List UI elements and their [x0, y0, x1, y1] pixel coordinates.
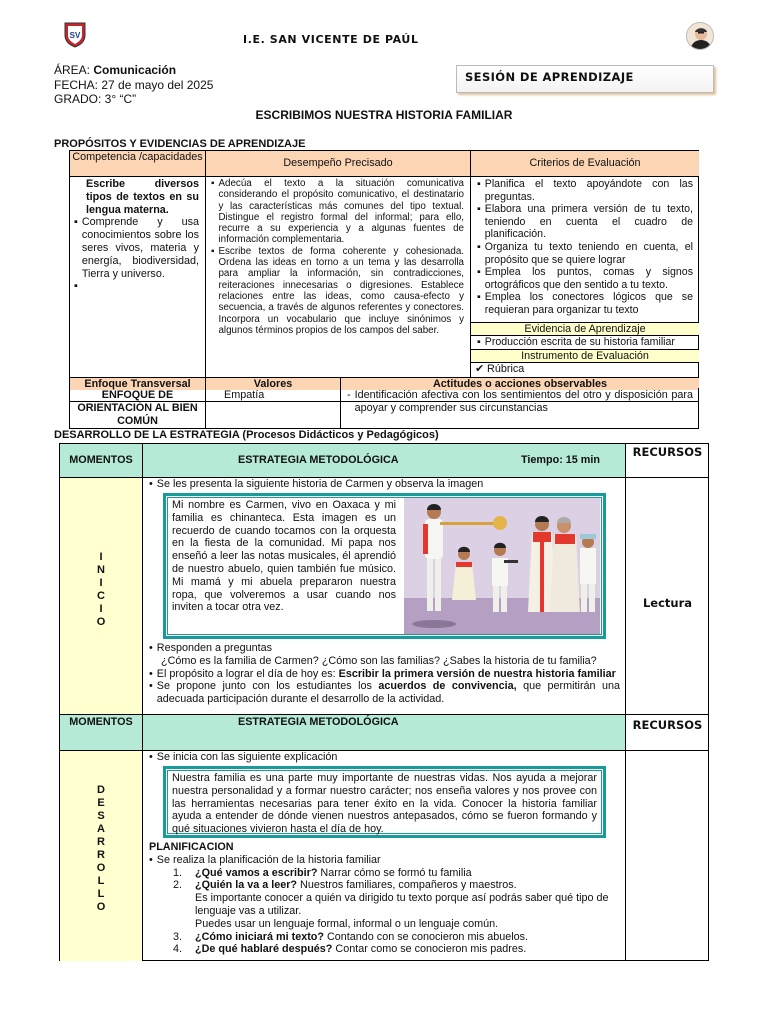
- session-title: ESCRIBIMOS NUESTRA HISTORIA FAMILIAR: [255, 108, 513, 122]
- enfoque-text: ENFOQUE DE ORIENTACIÓN AL BIEN COMÚN: [70, 388, 206, 428]
- instrumento-label: Instrumento de Evaluación: [471, 349, 699, 363]
- col-competencia: Competencia /capacidades: [70, 151, 206, 177]
- svg-text:SV: SV: [69, 31, 81, 40]
- acuerdos-pre: Se propone junto con los estudiantes los: [156, 680, 379, 693]
- inicio-label: INICIO: [96, 551, 106, 628]
- desempeno-2: Escribe textos de forma coherente y cohesionada. Ordena las ideas en torno a un tema y las desarrolla para ampliar la información, sin contradicciones, reiteraciones innecesarias o digresiones. Establece relaciones entre las ideas, como causa-efecto y secuencia, a través de algunos referentes y conectores. Incorpora un vocabulario que incluye sinónimos y algunos términos propios de los campos del saber.: [218, 245, 464, 336]
- q3-text: Contando con se conocieron mis abuelos.: [323, 930, 529, 943]
- q2-num: 2.: [173, 879, 183, 892]
- valor-text: Empatía: [206, 388, 341, 428]
- enfoque-row: [69, 388, 699, 429]
- instrumento-cell: [471, 363, 699, 377]
- responden-text: Responden a preguntas: [156, 642, 273, 654]
- story-text: Mi nombre es Carmen, vivo en Oaxaca y mi familia es chinanteca. Esta imagen es un recuerdo de cuando tocamos con la orquesta en la fiesta de la comunidad. Mi papa nos enseñó a leer las notas musicales, él aprendió de nuestro abuelo, quien también fue músico. Mi mamá y mi abuela prepararon nuestra ropa, que volveremos a usar cuando nos inviten a tocar otra vez.: [172, 499, 396, 614]
- q3-bold: ¿Cómo iniciará mi texto?: [195, 930, 324, 943]
- evidencia-text: Producción escrita de su historia familiar: [484, 336, 675, 348]
- criterio-5: Emplea los conectores lógicos que se requieran para organizar tu texto: [484, 291, 693, 316]
- desarrollo-content: • Se inicia con las siguiente explicación Nuestra familia es una parte muy importante de nuestras vidas. Nos ayuda a mejorar nuestra personalidad y a formar nuestro carácter; nos enseña valores y nos provee con las herramientas necesarias para tener éxito en la vida. Conocer la historia familiar ayuda a entender de dónde vienen nuestros antepasados, cómo se fueron formando y qué situaciones vivieron hasta el día de hoy. PLANIFICACION • Se realiza la planificación de la historia familiar 1. ¿Qué vamos a escribir? Narrar cómo se formó tu familia 2. ¿Quién la va a leer? Nuestros familiares, compañeros y maestros. Es importante conocer a quién va dirigido tu texto porque así podrás saber qué tipo de lenguaje vas a utilizar. Puedes usar un lenguaje formal, informal o un lenguaje común. 3. ¿Cómo iniciará mi texto? Contando con se conocieron mis abuelos. 4. ¿De qué hablaré después? Contar como se conocieron mis padres.: [143, 751, 626, 961]
- session-box: SESIÓN DE APRENDIZAJE: [456, 65, 714, 93]
- school-crest-icon: [64, 22, 86, 48]
- grado: GRADO: 3° “C”: [54, 92, 137, 106]
- explanation-text: Nuestra familia es una parte muy importante de nuestras vidas. Nos ayuda a mejorar nuestra personalidad y a formar nuestro carácter; nos enseña valores y nos provee con las herramientas necesarias para tener éxito en la vida. Conocer la historia familiar ayuda a entender de dónde vienen nuestros antepasados, cómo se fueron formando y qué situaciones vivieron hasta el día de hoy.: [172, 772, 597, 836]
- capacidad-text: Comprende y usa conocimientos sobre los seres vivos, materia y energía, biodiversidad, Tierra y universo.: [81, 216, 199, 280]
- evidencia-label: Evidencia de Aprendizaje: [471, 322, 699, 336]
- estrategia-header-2: [143, 715, 626, 751]
- criterio-2: Elabora una primera versión de tu texto, teniendo en cuenta el cuadro de planificación.: [484, 203, 693, 241]
- q4-bold: ¿De qué hablaré después?: [195, 943, 333, 956]
- planif-intro: Se realiza la planificación de la historia familiar: [156, 853, 381, 866]
- desempeno-1: Adecúa el texto a la situación comunicativa considerando el propósito comunicativo, el destinatario y las características más comunes del tipo textual. Distingue el registro formal del informal; para ello, recurre a su experiencia y a algunas fuentes de información complementaria.: [218, 178, 464, 246]
- momentos-header: MOMENTOS: [60, 444, 143, 478]
- proposito-pre: El propósito a lograr el día de hoy es:: [156, 667, 339, 680]
- q2-bold: ¿Quién la va a leer?: [195, 879, 298, 892]
- area-label: ÁREA:: [54, 63, 91, 77]
- valores-label: Valores: [206, 377, 341, 390]
- strategy-table: [59, 443, 709, 961]
- school-name: I.E. SAN VICENTE DE PAÚL: [243, 33, 419, 46]
- q1-text: Narrar cómo se formó tu familia: [317, 866, 472, 879]
- fecha: FECHA: 27 de mayo del 2025: [54, 77, 214, 92]
- col-desempeno: Desempeño Precisado: [206, 151, 471, 177]
- criterio-3: Organiza tu texto teniendo en cuenta, el propósito que se quiere lograr: [484, 240, 693, 266]
- preguntas-text: ¿Cómo es la familia de Carmen? ¿Cómo son las familias? ¿Sabes la historia de tu familia?: [161, 654, 597, 667]
- story-frame: [163, 493, 606, 639]
- recursos-header: RECURSOS: [626, 444, 709, 478]
- competencia-text: Escribe diversos tipos de textos en su lengua materna.: [86, 178, 199, 216]
- strategy-title: DESARROLLO DE LA ESTRATEGIA (Procesos Didácticos y Pedagógicos): [54, 429, 439, 441]
- enfoque-label: Enfoque Transversal: [70, 377, 206, 390]
- planificacion-title: PLANIFICACION: [149, 841, 234, 853]
- area-value: Comunicación: [93, 63, 177, 77]
- competencia-cell: Escribe diversos tipos de textos en su lengua materna. ▪ Comprende y usa conocimientos sobre los seres vivos, materia y energía, biodiversidad, Tierra y universo. ▪: [70, 177, 206, 377]
- acuerdos-bold: acuerdos de convivencia,: [378, 680, 517, 693]
- evidencia-cell: ▪ Producción escrita de su historia familiar: [477, 336, 675, 348]
- recurso-inicio: Lectura: [626, 478, 709, 715]
- inicio-cell: [60, 478, 143, 715]
- q3-num: 3.: [173, 930, 183, 943]
- desarrollo-intro: Se inicia con las siguiente explicación: [156, 751, 338, 763]
- estrategia-label-2: ESTRATEGIA METODOLÓGICA: [238, 716, 399, 728]
- inicio-intro: Se les presenta la siguiente historia de Carmen y observa la imagen: [156, 478, 484, 490]
- proposito-bold: Escribir la primera versión de nuestra historia familiar: [338, 667, 616, 680]
- q2-extra-1: Es importante conocer a quién va dirigido tu texto porque así podrás saber qué tipo de lenguaje vas a utilizar.: [195, 892, 609, 917]
- desarrollo-cell: [60, 751, 143, 961]
- q4-num: 4.: [173, 943, 183, 956]
- estrategia-label: ESTRATEGIA METODOLÓGICA: [238, 454, 399, 466]
- explanation-frame: [163, 766, 606, 838]
- desempeno-cell: ▪ Adecúa el texto a la situación comunicativa considerando el propósito comunicativo, el destinatario y las características más comunes del tipo textual. Distingue el registro formal del informal; para ello, recurre a su experiencia y a algunas fuentes de información complementaria. ▪ Escribe textos de forma coherente y cohesionada. Ordena las ideas en torno a un tema y las desarrolla para ampliar la información, sin contradicciones, reiteraciones innecesarias o digresiones. Establece relaciones entre las ideas, como causa-efecto y secuencia, a través de algunos referentes y conectores. Incorpora un vocabulario que incluye sinónimos y algunos términos propios de los campos del saber.: [206, 177, 471, 377]
- q1-num: 1.: [173, 866, 183, 879]
- q2-text: Nuestros familiares, compañeros y maestros.: [297, 879, 517, 892]
- q4-text: Contar como se conocieron mis padres.: [332, 943, 527, 956]
- recursos-header-2: RECURSOS: [626, 715, 709, 751]
- actitud-cell: - Identificación afectiva con los sentimientos del otro y disposición para apoyar y comprender sus circunstancias: [341, 388, 699, 428]
- saint-portrait: [686, 22, 714, 50]
- section-title: PROPÓSITOS Y EVIDENCIAS DE APRENDIZAJE: [54, 138, 306, 150]
- q1-bold: ¿Qué vamos a escribir?: [195, 866, 318, 879]
- family-illustration: [404, 498, 600, 634]
- desarrollo-label: DESARROLLO: [96, 784, 106, 913]
- acuerdos-post: que permitirán una adecuada participación durante el desarrollo de la actividad.: [156, 680, 621, 706]
- inicio-content: • Se les presenta la siguiente historia de Carmen y observa la imagen Mi nombre es Carmen, vivo en Oaxaca y mi familia es chinanteca. Esta imagen es un recuerdo de cuando tocamos con la orquesta en la fiesta de la comunidad. Mi papa nos enseñó a leer las notas musicales, él aprendió de nuestro abuelo, quien también fue músico. Mi mamá y mi abuela prepararon nuestra ropa, que volveremos a usar cuando nos inviten a tocar otra vez. • Responden a preguntas ¿Cómo es la familia de Carmen? ¿Cómo son las familias? ¿Sabes la historia de tu familia? • El propósito a lograr el día de hoy es: Escribir la primera versión de nuestra historia familiar • Se propone junto con los estudiantes los acuerdos de convivencia, que permitirán una adecuada participación durante el desarrollo de la actividad.: [143, 478, 626, 715]
- q2-extra-2: Puedes usar un lenguaje formal, informal o un lenguaje común.: [195, 917, 499, 930]
- planificacion-block: PLANIFICACION • Se realiza la planificación de la historia familiar 1. ¿Qué vamos a escribir? Narrar cómo se formó tu familia 2. ¿Quién la va a leer? Nuestros familiares, compañeros y maestros. Es importante conocer a quién va dirigido tu texto porque así podrás saber qué tipo de lenguaje vas a utilizar. Puedes usar un lenguaje formal, informal o un lenguaje común. 3. ¿Cómo iniciará mi texto? Contando con se conocieron mis abuelos. 4. ¿De qué hablaré después? Contar como se conocieron mis padres.: [149, 841, 620, 956]
- criterio-1: Planifica el texto apoyándote con las preguntas.: [484, 178, 693, 203]
- estrategia-header: [143, 444, 626, 478]
- check-icon: ✔: [475, 363, 485, 375]
- actitud-text: Identificación afectiva con los sentimientos del otro y disposición para apoyar y comprender sus circunstancias: [354, 389, 693, 414]
- col-criterios: Criterios de Evaluación: [471, 151, 699, 177]
- recurso-desarrollo: [626, 751, 709, 961]
- purposes-table: [69, 150, 699, 402]
- tiempo-label: Tiempo: 15 min: [521, 454, 600, 466]
- criterios-cell: ▪ Planifica el texto apoyándote con las preguntas. ▪ Elabora una primera versión de tu texto, teniendo en cuenta el cuadro de planificación. ▪ Organiza tu texto teniendo en cuenta, el propósito que se quiere lograr ▪ Emplea los puntos, comas y signos ortográficos que den sentido a tu texto. ▪ Emplea los conectores lógicos que se requieran para organizar tu texto: [477, 178, 693, 316]
- instrumento-text: Rúbrica: [487, 363, 525, 375]
- momentos-header-2: MOMENTOS: [60, 715, 143, 751]
- header-info: [54, 63, 213, 107]
- inicio-bullets: • Responden a preguntas ¿Cómo es la familia de Carmen? ¿Cómo son las familias? ¿Sabes la historia de tu familia? • El propósito a lograr el día de hoy es: Escribir la primera versión de nuestra historia familiar • Se propone junto con los estudiantes los acuerdos de convivencia, que permitirán una adecuada participación durante el desarrollo de la actividad.: [149, 642, 621, 706]
- criterio-4: Emplea los puntos, comas y signos ortográficos que den sentido a tu texto.: [484, 266, 693, 291]
- actitudes-label: Actitudes o acciones observables: [341, 377, 699, 390]
